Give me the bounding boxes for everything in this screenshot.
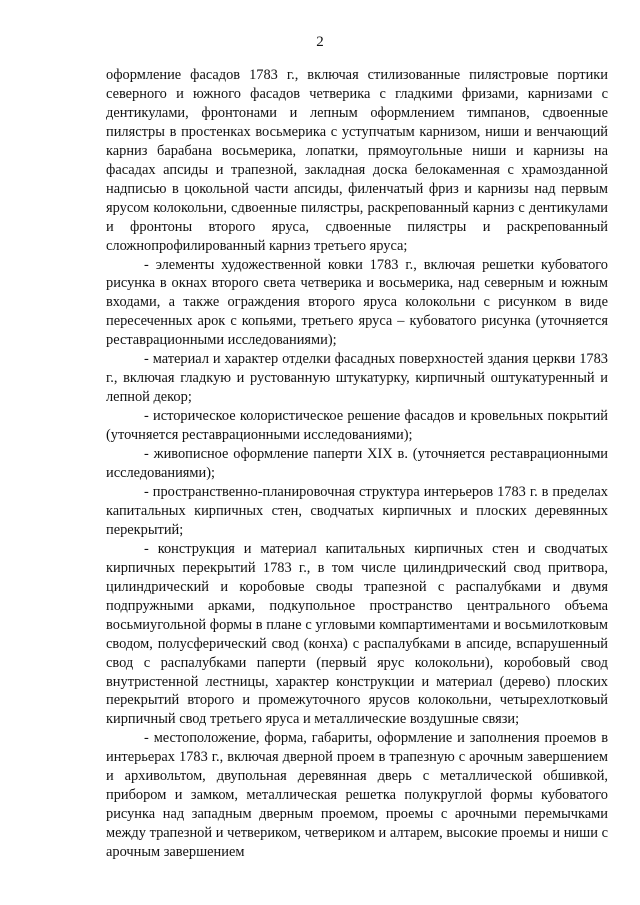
paragraph-facade-finish: - материал и характер отделки фасадных поверхностей здания церкви 1783 г., включая гладкую и рустованную штукатурку, кирпичный оштукатуренный и лепной декор; bbox=[106, 351, 608, 406]
paragraph-interior-structure: - пространственно-планировочная структура интерьеров 1783 г. в пределах капитальных кирпичных стен, сводчатых кирпичных и плоских деревянных перекрытий; bbox=[106, 483, 608, 538]
paragraph-facade-decoration: оформление фасадов 1783 г., включая стилизованные пилястровые портики северного и южного фасадов четверика с гладкими фризами, карнизами с дентикулами, фронтонами и лепным оформлением тимпанов, сдвоенные пилястры в простенках восьмерика с уступчатым карнизом, ниши и венчающий карниз барабана восьмерика, лопатки, прямоугольные ниши и карнизы на фасадах апсиды и трапезной, закладная доска белокаменная с храмозданной надписью в цокольной части апсиды, филенчатый фриз и карнизы над первым ярусом колокольни, сдвоенные пилястры, раскрепованный карниз с дентикулами и фронтоны второго яруса, сдвоенные пилястры и раскрепованный сложнопрофилированный карниз третьего яруса; bbox=[106, 67, 608, 254]
page-number: 2 bbox=[316, 34, 324, 50]
document-body bbox=[106, 66, 608, 862]
paragraph-color-scheme: - историческое колористическое решение фасадов и кровельных покрытий (уточняется реставрационными исследованиями); bbox=[106, 408, 608, 444]
paragraph-forged-elements: - элементы художественной ковки 1783 г., включая решетки кубоватого рисунка в окнах второго света четверика и восьмерика, над северным и южным входами, а также ограждения второго яруса колокольни с рисунком в виде пересеченных арок с копьями, третьего яруса – кубоватого рисунка (уточняется реставрационными исследованиями); bbox=[106, 256, 608, 349]
paragraph-walls-vaults: - конструкция и материал капитальных кирпичных стен и сводчатых кирпичных перекрытий 1783 г., в том числе цилиндрический свод притвора, цилиндрический и коробовые своды трапезной с распалубками и двумя подпружными арками, подкупольное пространство центрального объема восьмиугольной формы в плане с угловыми компартиментами и восьмилотковым сводом, полусферический свод (конха) с распалубками в апсиде, вспарушенный свод с распалубками паперти (первый ярус колокольни), коробовый свод внутристенной лестницы, характер конструкции и материал (дерево) плоских перекрытий второго и промежуточного ярусов колокольни, четырехлотковый кирпичный свод третьего яруса и металлические воздушные связи; bbox=[106, 540, 608, 728]
paragraph-interior-openings: - местоположение, форма, габариты, оформление и заполнения проемов в интерьерах 1783 г., включая дверной проем в трапезную с арочным завершением и архивольтом, двупольная деревянная дверь с металлической обшивкой, прибором и замком, металлическая решетка полукруглой формы кубоватого рисунка над западным дверным проемом, проемы с арочными перемычками между трапезной и четвериком, четвериком и алтарем, высокие проемы и ниши с арочным завершением bbox=[106, 730, 608, 861]
paragraph-porch-painting: - живописное оформление паперти XIX в. (уточняется реставрационными исследованиями); bbox=[106, 446, 608, 482]
